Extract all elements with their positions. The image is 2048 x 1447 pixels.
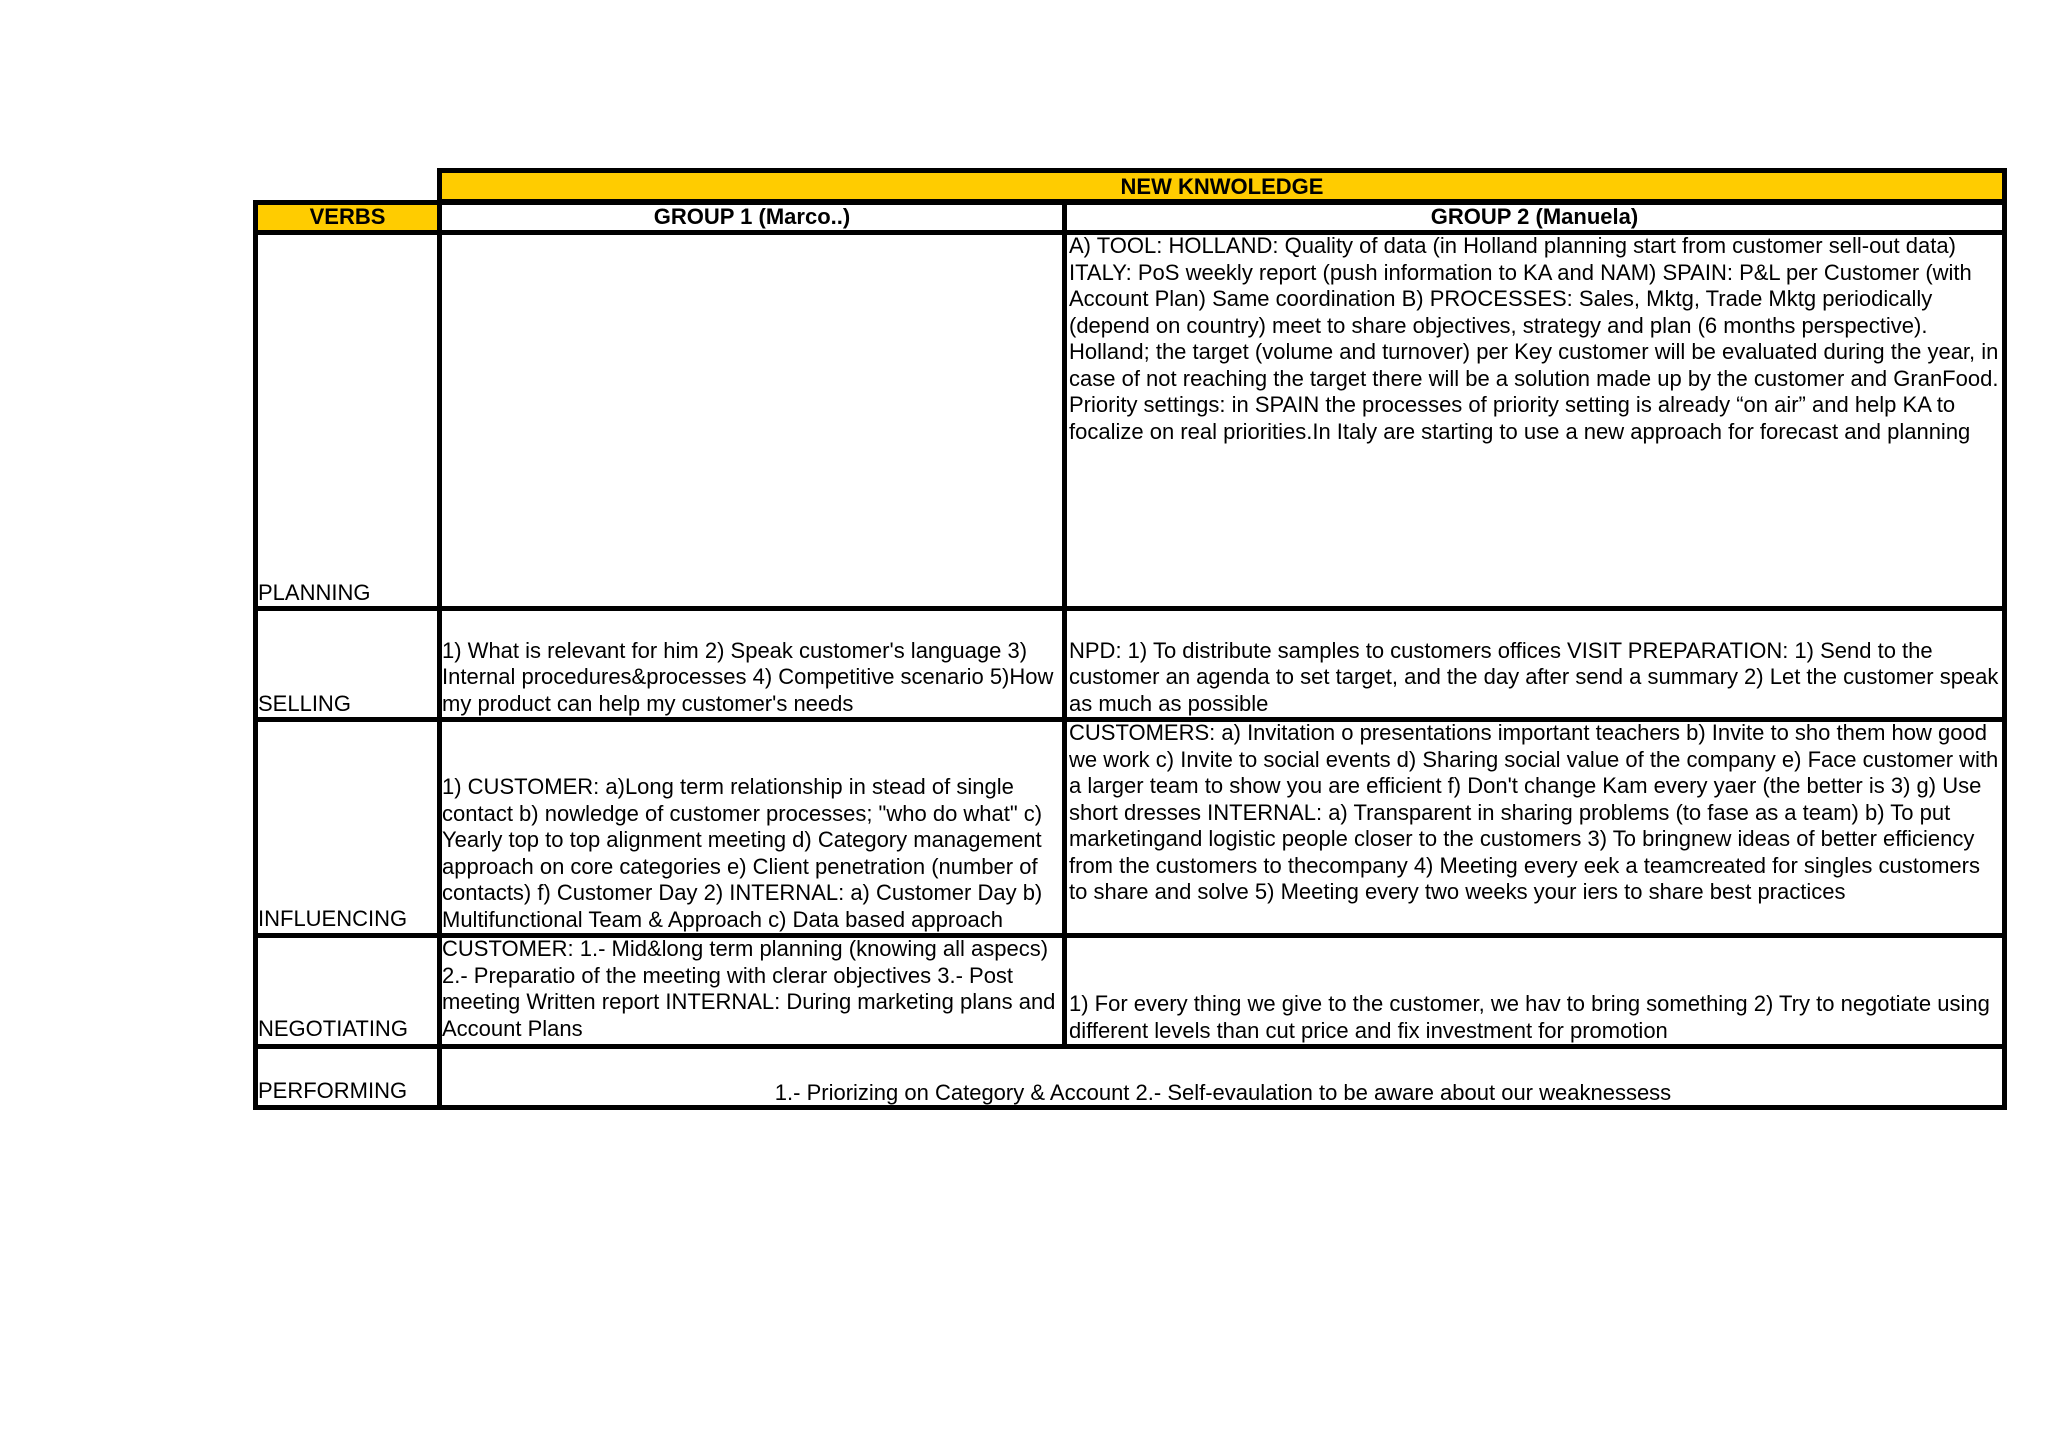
negotiating-group1-text: CUSTOMER: 1.- Mid&long term planning (knowing all aspecs) 2.- Preparatio of the meeting with clerar objectives 3.- Post meeting Written report INTERNAL: During marketing plans and Account Plans: [442, 936, 1056, 1041]
selling-group1-text: 1) What is relevant for him 2) Speak customer's language 3) Internal procedures&processes 4) Competitive scenario 5)How my product can help my customer's needs: [442, 637, 1054, 716]
selling-label: SELLING: [258, 691, 351, 716]
group1-header: GROUP 1 (Marco..): [653, 204, 851, 229]
planning-group2-text: A) TOOL: HOLLAND: Quality of data (in Holland planning start from customer sell-out data) ITALY: PoS weekly report (push information to KA and NAM) SPAIN: P&L per Customer (with Account Plan) Same coordination B) PROCESSES: Sales, Mktg, Trade Mktg periodically (depend on country) meet to share objectives, strategy and plan (6 months perspective). Holland; the target (volume and turnover) per Key customer will be evaluated during the year, in case of not reaching the target there will be a solution made up by the customer and GranFood. Priority settings: in SPAIN the processes of priority setting is already “on air” and help KA to focalize on real priorities.In Italy are starting to use a new approach for forecast and planning: [1069, 233, 1999, 444]
influencing-label: INFLUENCING: [258, 906, 408, 931]
new-knowledge-header: NEW KNWOLEDGE: [1120, 174, 1324, 199]
planning-verb-cell: [253, 230, 442, 611]
verbs-header: VERBS: [309, 204, 386, 229]
negotiating-group2-text: 1) For every thing we give to the customer, we hav to bring something 2) Try to negotiate using different levels than cut price and fix investment for promotion: [1069, 991, 1990, 1043]
influencing-group1-text: 1) CUSTOMER: a)Long term relationship in stead of single contact b) nowledge of customer processes; "who do what" c) Yearly top to top alignment meeting d) Category management approach on core categories e) Client penetration (number of contacts) f) Customer Day 2) INTERNAL: a) Customer Day b) Multifunctional Team & Approach c) Data based approach: [442, 774, 1043, 932]
influencing-verb-cell: [253, 717, 442, 938]
planning-group1-cell: [437, 230, 1067, 611]
negotiating-label: NEGOTIATING: [258, 1016, 408, 1041]
group2-header: GROUP 2 (Manuela): [1430, 204, 1639, 229]
influencing-group2-text: CUSTOMERS: a) Invitation o presentations important teachers b) Invite to sho them how good we work c) Invite to social events d) Sharing social value of the company e) Face customer with a larger team to show you are efficient f) Don't change Kam every yaer (the better is 3) g) Use short dresses INTERNAL: a) Transparent in sharing problems (to fase as a team) b) To put marketingand logistic people closer to the customers 3) To bringnew ideas of better efficiency from the customers to thecompany 4) Meeting every eek a teamcreated for singles customers to share and solve 5) Meeting every two weeks your iers to share best practices: [1069, 720, 1999, 904]
performing-label: PERFORMING: [258, 1078, 408, 1103]
planning-label: PLANNING: [258, 580, 371, 605]
selling-group2-text: NPD: 1) To distribute samples to customers offices VISIT PREPARATION: 1) Send to the customer an agenda to set target, and the day after send a summary 2) Let the customer speak as much as possible: [1069, 637, 1999, 716]
performing-text: 1.- Priorizing on Category & Account 2.- Self-evaulation to be aware about our weaknessess: [774, 1080, 1672, 1105]
